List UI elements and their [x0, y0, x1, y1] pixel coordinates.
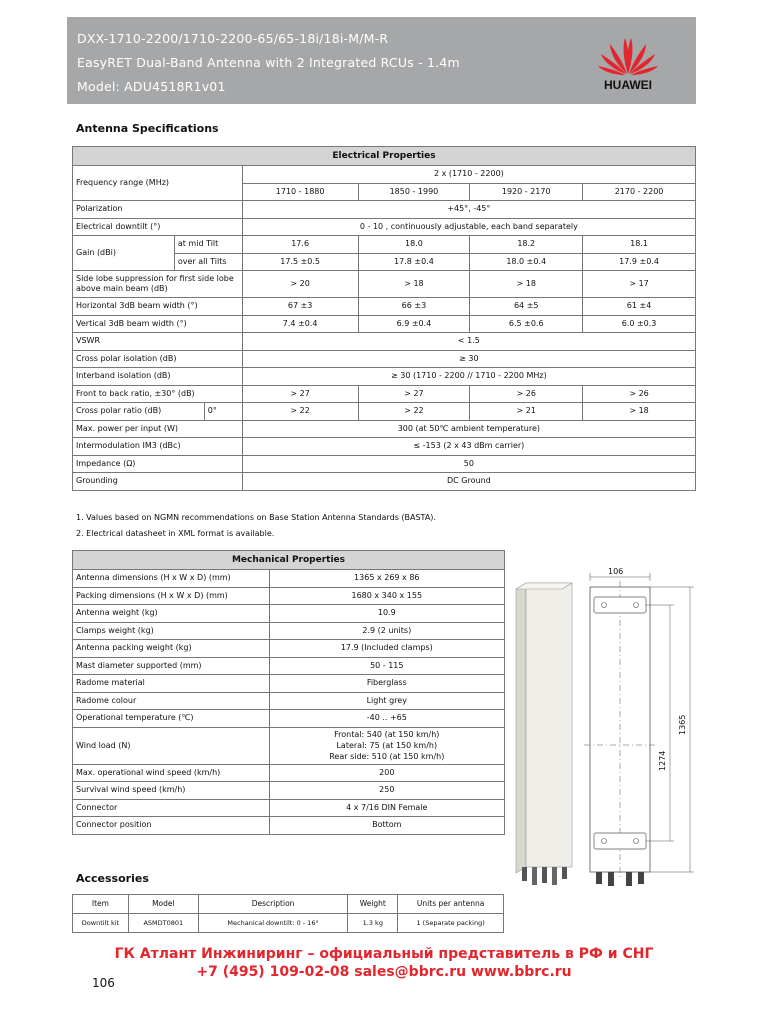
downtilt-label: Electrical downtilt (°)	[73, 218, 243, 236]
interband-isolation-value: ≥ 30 (1710 - 2200 // 1710 - 2200 MHz)	[242, 368, 695, 386]
gain-all-2: 17.8 ±0.4	[358, 253, 470, 271]
mech-value: Fiberglass	[269, 675, 504, 693]
cpr-2: > 22	[358, 403, 470, 421]
footnote-2: 2. Electrical datasheet in XML format is available.	[76, 529, 275, 538]
dim-inner-label: 1274	[658, 750, 667, 771]
mech-value: 1680 x 340 x 155	[269, 587, 504, 605]
max-power-value: 300 (at 50℃ ambient temperature)	[242, 420, 695, 438]
vbw-2: 6.9 ±0.4	[358, 315, 470, 333]
downtilt-value: 0 - 10 , continuously adjustable, each band separately	[242, 218, 695, 236]
antenna-specifications-title: Antenna Specifications	[76, 122, 219, 135]
mech-value: 17.9 (Included clamps)	[269, 640, 504, 658]
ftb-3: > 26	[470, 385, 583, 403]
dim-width-label: 106	[608, 567, 624, 576]
footer-contacts: +7 (495) 109-02-08 sales@bbrc.ru www.bbrc.ru	[196, 964, 572, 980]
mech-value: 1365 x 269 x 86	[269, 570, 504, 588]
antenna-illustration	[508, 567, 708, 912]
acc-weight: 1.3 kg	[348, 914, 398, 933]
sidelobe-4: > 17	[583, 271, 696, 298]
ftb-4: > 26	[583, 385, 696, 403]
cpr-1: > 22	[242, 403, 358, 421]
mechanical-properties-header: Mechanical Properties	[73, 551, 505, 570]
vbw-label: Vertical 3dB beam width (°)	[73, 315, 243, 333]
vbw-3: 6.5 ±0.6	[470, 315, 583, 333]
mech-label: Max. operational wind speed (km/h)	[73, 764, 270, 782]
sidelobe-2: > 18	[358, 271, 470, 298]
acc-header-model: Model	[128, 895, 198, 914]
vswr-label: VSWR	[73, 333, 243, 351]
mech-value: 50 - 115	[269, 657, 504, 675]
mech-label: Survival wind speed (km/h)	[73, 782, 270, 800]
im3-value: ≤ -153 (2 x 43 dBm carrier)	[242, 438, 695, 456]
acc-header-units: Units per antenna	[398, 895, 504, 914]
mech-value: 10.9	[269, 605, 504, 623]
huawei-logo	[592, 28, 664, 100]
footer-company: ГК Атлант Инжиниринг – официальный представитель в РФ и СНГ	[114, 946, 654, 962]
hbw-1: 67 ±3	[242, 298, 358, 316]
mech-label: Operational temperature (℃)	[73, 710, 270, 728]
sidelobe-3: > 18	[470, 271, 583, 298]
grounding-value: DC Ground	[242, 473, 695, 491]
vbw-4: 6.0 ±0.3	[583, 315, 696, 333]
hbw-4: 61 ±4	[583, 298, 696, 316]
gain-label: Gain (dBi)	[73, 236, 175, 271]
footnote-1: 1. Values based on NGMN recommendations on Base Station Antenna Standards (BASTA).	[76, 513, 436, 522]
grounding-label: Grounding	[73, 473, 243, 491]
hbw-2: 66 ±3	[358, 298, 470, 316]
impedance-label: Impedance (Ω)	[73, 455, 243, 473]
wind-rear: Rear side: 510 (at 150 km/h)	[329, 752, 445, 761]
ftb-2: > 27	[358, 385, 470, 403]
gain-mid-4: 18.1	[583, 236, 696, 254]
band-2: 1850 - 1990	[358, 183, 470, 201]
mech-label: Radome material	[73, 675, 270, 693]
mech-label: Clamps weight (kg)	[73, 622, 270, 640]
wind-frontal: Frontal: 540 (at 150 km/h)	[334, 730, 440, 739]
mechanical-properties-table	[72, 550, 505, 835]
hbw-3: 64 ±5	[470, 298, 583, 316]
mech-label: Antenna dimensions (H x W x D) (mm)	[73, 570, 270, 588]
product-code: DXX-1710-2200/1710-2200-65/65-18i/18i-M/M-R	[77, 31, 389, 46]
mech-value: 250	[269, 782, 504, 800]
impedance-value: 50	[242, 455, 695, 473]
hbw-label: Horizontal 3dB beam width (°)	[73, 298, 243, 316]
mech-label: Mast diameter supported (mm)	[73, 657, 270, 675]
ftb-1: > 27	[242, 385, 358, 403]
mech-value: Bottom	[269, 817, 504, 835]
cpr-4: > 18	[583, 403, 696, 421]
model-number: Model: ADU4518R1v01	[77, 79, 226, 94]
gain-all-label: over all Tilts	[174, 253, 242, 271]
acc-header-description: Description	[198, 895, 348, 914]
wind-load-label: Wind load (N)	[73, 727, 270, 764]
mech-value: Light grey	[269, 692, 504, 710]
acc-units: 1 (Separate packing)	[398, 914, 504, 933]
mech-label: Radome colour	[73, 692, 270, 710]
wind-load-value	[269, 727, 504, 764]
footnotes	[76, 510, 436, 542]
frequency-range-label: Frequency range (MHz)	[73, 166, 243, 201]
max-power-label: Max. power per input (W)	[73, 420, 243, 438]
acc-header-item: Item	[73, 895, 129, 914]
acc-description: Mechanical downtilt: 0 - 16°	[198, 914, 348, 933]
mech-value: 4 x 7/16 DIN Female	[269, 799, 504, 817]
mech-label: Packing dimensions (H x W x D) (mm)	[73, 587, 270, 605]
gain-all-3: 18.0 ±0.4	[470, 253, 583, 271]
mech-value: 200	[269, 764, 504, 782]
page-number: 106	[92, 976, 115, 990]
polarization-value: +45°, -45°	[242, 201, 695, 219]
antenna-drawing	[508, 567, 708, 912]
acc-item: Downtilt kit	[73, 914, 129, 933]
band-3: 1920 - 2170	[470, 183, 583, 201]
logo-text: HUAWEI	[604, 78, 652, 92]
gain-all-4: 17.9 ±0.4	[583, 253, 696, 271]
im3-label: Intermodulation IM3 (dBc)	[73, 438, 243, 456]
front-to-back-label: Front to back ratio, ±30° (dB)	[73, 385, 243, 403]
mech-label: Connector position	[73, 817, 270, 835]
wind-lateral: Lateral: 75 (at 150 km/h)	[336, 741, 438, 750]
dim-height-label: 1365	[678, 714, 687, 735]
gain-mid-2: 18.0	[358, 236, 470, 254]
cross-polar-ratio-label: Cross polar ratio (dB)	[73, 403, 205, 421]
mech-label: Connector	[73, 799, 270, 817]
accessories-table	[72, 894, 504, 933]
gain-mid-label: at mid Tilt	[174, 236, 242, 254]
mech-value: -40 .. +65	[269, 710, 504, 728]
product-description: EasyRET Dual-Band Antenna with 2 Integrated RCUs - 1.4m	[77, 55, 460, 70]
gain-all-1: 17.5 ±0.5	[242, 253, 358, 271]
mech-label: Antenna weight (kg)	[73, 605, 270, 623]
interband-isolation-label: Interband isolation (dB)	[73, 368, 243, 386]
cross-polar-isolation-value: ≥ 30	[242, 350, 695, 368]
electrical-properties-table	[72, 146, 696, 491]
sidelobe-label: Side lobe suppression for first side lobe above main beam (dB)	[73, 271, 243, 298]
frequency-overall: 2 x (1710 - 2200)	[242, 166, 695, 184]
accessories-title: Accessories	[76, 872, 149, 885]
cpr-3: > 21	[470, 403, 583, 421]
cross-polar-ratio-sub: 0°	[204, 403, 242, 421]
vbw-1: 7.4 ±0.4	[242, 315, 358, 333]
mech-value: 2.9 (2 units)	[269, 622, 504, 640]
cross-polar-isolation-label: Cross polar isolation (dB)	[73, 350, 243, 368]
band-4: 2170 - 2200	[583, 183, 696, 201]
mech-label: Antenna packing weight (kg)	[73, 640, 270, 658]
sidelobe-1: > 20	[242, 271, 358, 298]
acc-model: ASMDT0801	[128, 914, 198, 933]
gain-mid-1: 17.6	[242, 236, 358, 254]
gain-mid-3: 18.2	[470, 236, 583, 254]
acc-header-weight: Weight	[348, 895, 398, 914]
band-1: 1710 - 1880	[242, 183, 358, 201]
huawei-petals-icon	[592, 28, 664, 78]
polarization-label: Polarization	[73, 201, 243, 219]
vswr-value: < 1.5	[242, 333, 695, 351]
electrical-properties-header: Electrical Properties	[73, 147, 696, 166]
